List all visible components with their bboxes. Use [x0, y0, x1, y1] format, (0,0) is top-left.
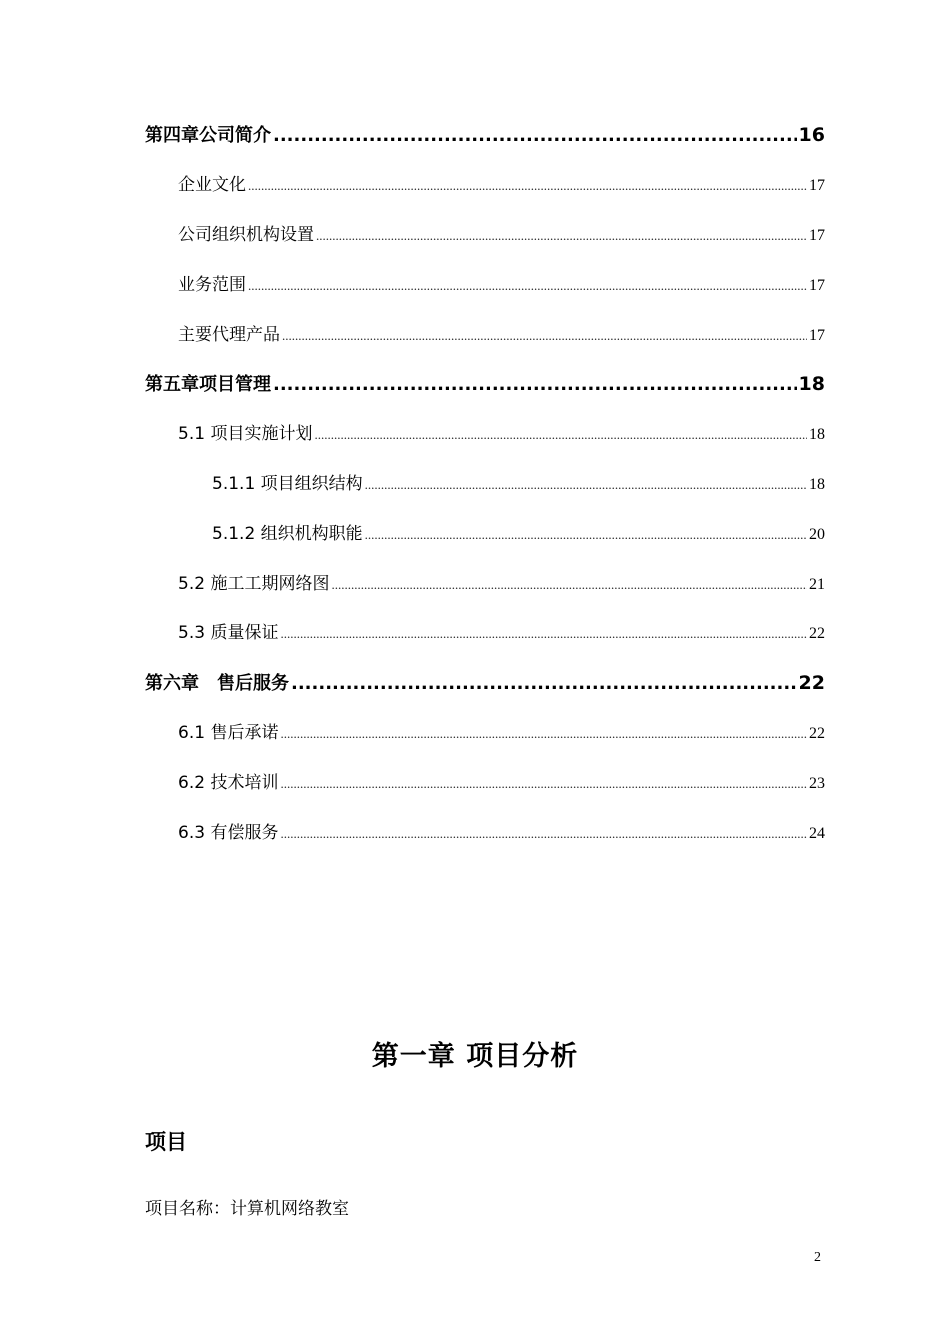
toc-entry-label: 6.3 有偿服务	[178, 823, 279, 843]
toc-entry-main-products[interactable]	[178, 320, 825, 350]
toc-entry-label: 第四章公司简介	[145, 125, 271, 146]
toc-leader-dots	[280, 619, 807, 649]
toc-leader-dots	[314, 420, 807, 450]
toc-leader-dots	[282, 321, 807, 351]
toc-entry-page: 23	[809, 775, 825, 792]
toc-leader-dots	[365, 520, 807, 550]
toc-entry-5-1-1[interactable]	[212, 469, 825, 499]
toc-leader-dots	[248, 171, 807, 201]
toc-entry-page: 18	[798, 373, 825, 395]
toc-entry-label: 6.1 售后承诺	[178, 723, 279, 743]
toc-entry-page: 18	[809, 476, 825, 493]
toc-entry-5-3[interactable]	[178, 618, 825, 648]
toc-entry-label: 企业文化	[178, 175, 246, 195]
toc-entry-page: 21	[809, 576, 825, 593]
toc-entry-label: 5.3 质量保证	[178, 623, 279, 643]
toc-leader-dots	[365, 470, 807, 500]
chapter-title: 第一章 项目分析	[371, 1041, 579, 1072]
toc-entry-label: 公司组织机构设置	[178, 225, 314, 245]
toc-entry-label: 5.1.2 组织机构职能	[212, 524, 363, 544]
toc-entry-corporate-culture[interactable]	[178, 170, 825, 200]
toc-entry-5-2[interactable]	[178, 569, 825, 599]
toc-entry-label: 业务范围	[178, 275, 246, 295]
toc-entry-page: 22	[809, 625, 825, 642]
toc-leader-dots	[291, 669, 797, 699]
toc-entry-label: 6.2 技术培训	[178, 773, 279, 793]
toc-leader-dots	[316, 221, 807, 251]
toc-entry-label: 第五章项目管理	[145, 374, 271, 395]
toc-entry-6-1[interactable]	[178, 718, 825, 748]
toc-entry-chapter-5[interactable]	[145, 369, 825, 399]
section-heading: 项目	[145, 1130, 187, 1154]
toc-entry-label: 5.2 施工工期网络图	[178, 574, 330, 594]
toc-entry-chapter-6[interactable]	[145, 668, 825, 698]
project-name-line: 项目名称：计算机网络教室	[145, 1199, 349, 1219]
toc-entry-page: 17	[809, 277, 825, 294]
toc-entry-page: 17	[809, 227, 825, 244]
toc-entry-page: 16	[798, 124, 825, 146]
toc-leader-dots	[280, 819, 807, 849]
toc-entry-page: 17	[809, 327, 825, 344]
toc-entry-5-1-2[interactable]	[212, 519, 825, 549]
toc-entry-page: 22	[798, 672, 825, 694]
toc-leader-dots	[273, 121, 797, 151]
toc-entry-page: 18	[809, 426, 825, 443]
toc-leader-dots	[280, 769, 807, 799]
toc-leader-dots	[280, 719, 807, 749]
toc-leader-dots	[248, 271, 807, 301]
toc-entry-business-scope[interactable]	[178, 270, 825, 300]
toc-entry-6-2[interactable]	[178, 768, 825, 798]
toc-entry-label: 主要代理产品	[178, 325, 280, 345]
toc-entry-6-3[interactable]	[178, 818, 825, 848]
toc-entry-label: 5.1 项目实施计划	[178, 424, 313, 444]
toc-entry-page: 24	[809, 825, 825, 842]
toc-entry-label: 第六章 售后服务	[145, 673, 289, 694]
toc-entry-org-structure[interactable]	[178, 220, 825, 250]
toc-entry-page: 22	[809, 725, 825, 742]
toc-leader-dots	[273, 370, 797, 400]
toc-entry-page: 20	[809, 526, 825, 543]
toc-entry-chapter-4[interactable]	[145, 120, 825, 150]
toc-leader-dots	[331, 570, 807, 600]
page-number: 2	[814, 1250, 821, 1265]
toc-entry-page: 17	[809, 177, 825, 194]
toc-entry-label: 5.1.1 项目组织结构	[212, 474, 363, 494]
toc-entry-5-1[interactable]	[178, 419, 825, 449]
